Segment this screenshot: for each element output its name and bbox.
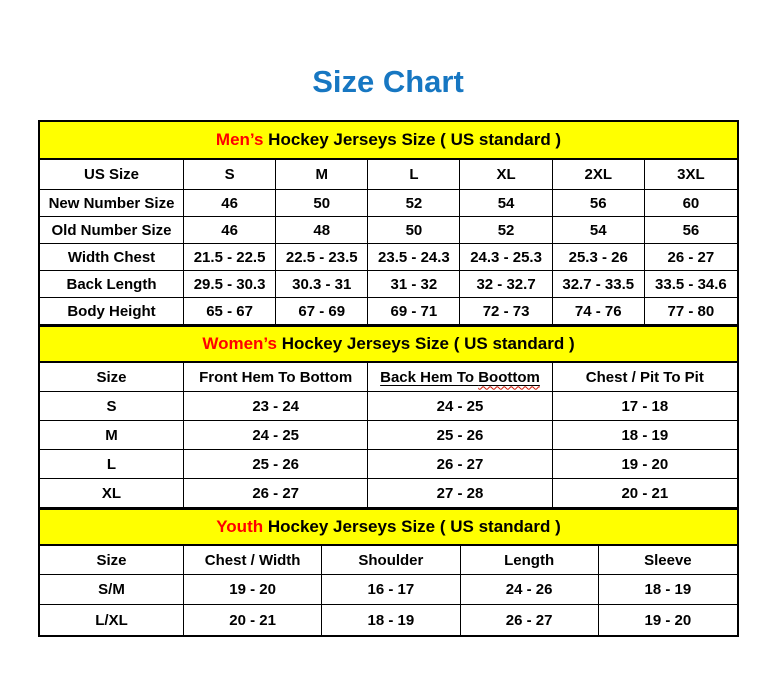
mens-banner-highlight: Men’s xyxy=(215,130,264,149)
table-cell: 29.5 - 30.3 xyxy=(184,271,276,298)
womens-banner-rest: Hockey Jerseys Size ( US standard ) xyxy=(276,334,575,353)
mens-col-header-s: S xyxy=(184,160,276,190)
table-cell: 26 - 27 xyxy=(461,605,599,635)
youth-col-header-length: Length xyxy=(461,546,599,575)
table-cell: 23 - 24 xyxy=(184,392,368,421)
table-cell: 32 - 32.7 xyxy=(460,271,552,298)
table-cell: 22.5 - 23.5 xyxy=(276,244,368,271)
table-cell: 24 - 25 xyxy=(184,421,368,450)
mens-row-label: Old Number Size xyxy=(40,217,184,244)
table-cell: 56 xyxy=(645,217,737,244)
youth-col-header-shoulder: Shoulder xyxy=(322,546,460,575)
table-cell: 26 - 27 xyxy=(184,479,368,508)
table-cell: 50 xyxy=(276,190,368,217)
table-cell: 26 - 27 xyxy=(368,450,552,479)
table-cell: 46 xyxy=(184,190,276,217)
page-title: Size Chart xyxy=(312,64,464,99)
table-cell: 20 - 21 xyxy=(184,605,322,635)
womens-row-label: S xyxy=(40,392,184,421)
womens-col-header-size: Size xyxy=(40,363,184,392)
table-cell: 25 - 26 xyxy=(368,421,552,450)
table-cell: 54 xyxy=(460,190,552,217)
mens-banner-rest: Hockey Jerseys Size ( US standard ) xyxy=(263,130,562,149)
table-cell: 33.5 - 34.6 xyxy=(645,271,737,298)
mens-col-header-l: L xyxy=(368,160,460,190)
mens-col-header-us-size: US Size xyxy=(40,160,184,190)
youth-col-header-sleeve: Sleeve xyxy=(599,546,737,575)
mens-col-header-xl: XL xyxy=(460,160,552,190)
table-cell: 60 xyxy=(645,190,737,217)
table-cell: 18 - 19 xyxy=(599,575,737,605)
womens-row-label: XL xyxy=(40,479,184,508)
table-cell: 31 - 32 xyxy=(368,271,460,298)
table-cell: 18 - 19 xyxy=(322,605,460,635)
womens-col-header-back-hem xyxy=(368,363,552,392)
back-hem-underlined-label xyxy=(380,369,540,386)
table-cell: 56 xyxy=(553,190,645,217)
table-cell: 52 xyxy=(368,190,460,217)
table-cell: 32.7 - 33.5 xyxy=(553,271,645,298)
youth-row-label: S/M xyxy=(40,575,184,605)
table-cell: 24 - 26 xyxy=(461,575,599,605)
table-cell: 25.3 - 26 xyxy=(553,244,645,271)
mens-section-banner xyxy=(40,122,737,160)
table-cell: 54 xyxy=(553,217,645,244)
mens-size-table xyxy=(40,160,737,325)
table-cell: 17 - 18 xyxy=(553,392,737,421)
table-cell: 20 - 21 xyxy=(553,479,737,508)
table-cell: 69 - 71 xyxy=(368,298,460,325)
table-cell: 52 xyxy=(460,217,552,244)
table-cell: 46 xyxy=(184,217,276,244)
womens-row-label: M xyxy=(40,421,184,450)
youth-size-table xyxy=(40,546,737,635)
table-cell: 72 - 73 xyxy=(460,298,552,325)
table-cell: 65 - 67 xyxy=(184,298,276,325)
table-cell: 50 xyxy=(368,217,460,244)
misspelled-word-squiggle: Boottom xyxy=(478,368,540,386)
back-hem-prefix: Back Hem To xyxy=(380,368,479,386)
mens-row-label: Body Height xyxy=(40,298,184,325)
table-cell: 48 xyxy=(276,217,368,244)
womens-section-banner xyxy=(40,325,737,363)
mens-row-label: Back Length xyxy=(40,271,184,298)
table-cell: 25 - 26 xyxy=(184,450,368,479)
table-cell: 30.3 - 31 xyxy=(276,271,368,298)
table-cell: 27 - 28 xyxy=(368,479,552,508)
size-chart-table xyxy=(38,120,739,637)
youth-col-header-size: Size xyxy=(40,546,184,575)
youth-row-label: L/XL xyxy=(40,605,184,635)
youth-banner-rest: Hockey Jerseys Size ( US standard ) xyxy=(263,517,561,536)
mens-row-label: New Number Size xyxy=(40,190,184,217)
mens-col-header-3xl: 3XL xyxy=(645,160,737,190)
womens-size-table xyxy=(40,363,737,508)
table-cell: 77 - 80 xyxy=(645,298,737,325)
table-cell: 67 - 69 xyxy=(276,298,368,325)
womens-col-header-front-hem: Front Hem To Bottom xyxy=(184,363,368,392)
table-cell: 16 - 17 xyxy=(322,575,460,605)
womens-col-header-chest: Chest / Pit To Pit xyxy=(553,363,737,392)
table-cell: 19 - 20 xyxy=(599,605,737,635)
table-cell: 19 - 20 xyxy=(184,575,322,605)
youth-section-banner xyxy=(40,508,737,546)
table-cell: 24.3 - 25.3 xyxy=(460,244,552,271)
mens-col-header-2xl: 2XL xyxy=(553,160,645,190)
table-cell: 26 - 27 xyxy=(645,244,737,271)
table-cell: 24 - 25 xyxy=(368,392,552,421)
youth-banner-highlight: Youth xyxy=(216,517,264,536)
table-cell: 23.5 - 24.3 xyxy=(368,244,460,271)
table-cell: 19 - 20 xyxy=(553,450,737,479)
womens-row-label: L xyxy=(40,450,184,479)
table-cell: 74 - 76 xyxy=(553,298,645,325)
table-cell: 18 - 19 xyxy=(553,421,737,450)
womens-banner-highlight: Women’s xyxy=(202,334,277,353)
mens-row-label: Width Chest xyxy=(40,244,184,271)
youth-col-header-chest-width: Chest / Width xyxy=(184,546,322,575)
table-cell: 21.5 - 22.5 xyxy=(184,244,276,271)
mens-col-header-m: M xyxy=(276,160,368,190)
